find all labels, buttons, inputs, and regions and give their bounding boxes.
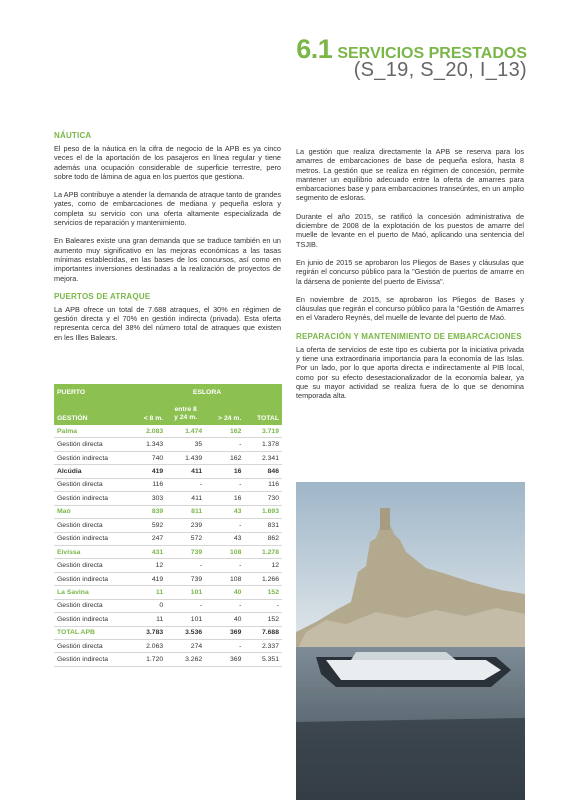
row-8-24: 274 [166,640,205,653]
row-total: 730 [244,492,282,505]
row-label: Palma [54,425,132,438]
row-gt24: 40 [205,586,244,599]
reparacion-paragraph: La oferta de servicios de este tipo es cubierta por la iniciativa privada y tiene una extraordinaria importancia para la economía de las Islas. Por un lado, por lo que aporta directa e indirectamente al PIB local, como por su efecto desestacionalizador de la economía balear, ya que su mayor actividad se realiza fuera de lo que se denomina temporada alta. [296,344,524,401]
row-label: Gestión directa [54,519,132,532]
table-row [54,599,282,612]
row-8-24: 411 [166,465,205,478]
table-row [54,465,282,478]
row-label: Alcúdia [54,465,132,478]
row-lt8: 740 [132,451,166,464]
row-lt8: 1.720 [132,653,166,666]
row-8-24: 3.262 [166,653,205,666]
table-row [54,613,282,626]
row-label: Maó [54,505,132,518]
row-gt24: 162 [205,451,244,464]
row-total: 1.378 [244,438,282,451]
row-lt8: 0 [132,599,166,612]
table-row [54,532,282,545]
row-8-24: 35 [166,438,205,451]
row-label: Gestión indirecta [54,613,132,626]
left-column [54,131,281,351]
row-8-24: 411 [166,492,205,505]
row-label: Gestión indirecta [54,572,132,585]
row-lt8: 431 [132,545,166,558]
row-gt24: 108 [205,572,244,585]
row-gt24: 43 [205,532,244,545]
row-8-24: - [166,559,205,572]
header-gt24: > 24 m. [205,400,244,425]
table-row [54,626,282,639]
row-total: 846 [244,465,282,478]
row-gt24: - [205,478,244,491]
row-gt24: 369 [205,653,244,666]
table-row [54,519,282,532]
harbor-photo [296,482,525,800]
row-8-24: 1.474 [166,425,205,438]
row-total: 1.266 [244,572,282,585]
row-total: 862 [244,532,282,545]
row-total: 152 [244,613,282,626]
row-gt24: - [205,438,244,451]
row-total: - [244,599,282,612]
row-total: 831 [244,519,282,532]
row-8-24: - [166,599,205,612]
table-row [54,505,282,518]
row-lt8: 247 [132,532,166,545]
row-gt24: - [205,519,244,532]
table-row [54,586,282,599]
row-gt24: 369 [205,626,244,639]
table-row [54,478,282,491]
table-row [54,492,282,505]
row-lt8: 116 [132,478,166,491]
row-8-24: 739 [166,545,205,558]
row-gt24: 43 [205,505,244,518]
row-label: Gestión indirecta [54,532,132,545]
row-label: Gestión directa [54,438,132,451]
row-gt24: - [205,559,244,572]
row-lt8: 11 [132,613,166,626]
section-number: 6.1 [296,34,333,64]
row-label: Gestión indirecta [54,451,132,464]
row-8-24: 3.536 [166,626,205,639]
right-column [296,147,524,410]
row-lt8: 303 [132,492,166,505]
row-8-24: 101 [166,613,205,626]
header-8-24 [166,400,205,425]
row-label: Gestión directa [54,559,132,572]
row-8-24: 572 [166,532,205,545]
row-label: TOTAL APB [54,626,132,639]
row-total: 2.337 [244,640,282,653]
row-total: 1.693 [244,505,282,518]
harbor-photo-illustration [296,482,525,800]
row-label: Eivissa [54,545,132,558]
row-gt24: - [205,599,244,612]
table-row [54,572,282,585]
table-body [54,425,282,666]
row-gt24: 16 [205,492,244,505]
row-gt24: 16 [205,465,244,478]
section-title: SERVICIOS PRESTADOS [337,45,527,62]
row-lt8: 592 [132,519,166,532]
row-lt8: 1.343 [132,438,166,451]
atraque-paragraph: La APB ofrece un total de 7.688 atraques, el 30% en régimen de gestión directa y el 70% en gestión indirecta (privada). Esta oferta representa cerca del 38% del número total de atraques que existen en les Illes Balears. [54,304,281,342]
row-lt8: 2.083 [132,425,166,438]
row-8-24: 811 [166,505,205,518]
row-lt8: 11 [132,586,166,599]
nautica-paragraph-1: El peso de la náutica en la cifra de negocio de la APB es ya cinco veces el de la aportación de los pasajeros en línea regular y tiene además una ocupación considerable de superficie terrestre, pero sobre todo de lámina de agua en los puertos que gestiona. [54,144,281,181]
row-total: 116 [244,478,282,491]
header-total: TOTAL [244,400,282,425]
row-gt24: 162 [205,425,244,438]
row-gt24: 40 [205,613,244,626]
header-8-24-line2: y 24 m. [174,414,198,421]
row-label: Gestión directa [54,478,132,491]
right-paragraph-2: Durante el año 2015, se ratificó la concesión administrativa de diciembre de 2008 de la explotación de los puestos de amarre del muelle de levante en el puerto de Maó, aplicando una sentencia del TSJIB. [296,211,524,249]
row-gt24: - [205,640,244,653]
nautica-paragraph-2: La APB contribuye a atender la demanda de atraque tanto de grandes yates, como de embarcaciones de mediana y pequeña eslora y completa su servicio con una oferta altamente especializada de servicios de reparación y mantenimiento. [54,190,281,228]
reparacion-heading: REPARACIÓN Y MANTENIMIENTO DE EMBARCACIONES [296,331,522,341]
row-label: Gestión directa [54,640,132,653]
section-codes: (S_19, S_20, I_13) [353,59,527,81]
row-lt8: 839 [132,505,166,518]
row-gt24: 108 [205,545,244,558]
row-label: Gestión indirecta [54,492,132,505]
row-8-24: 739 [166,572,205,585]
table-row [54,559,282,572]
row-label: La Savina [54,586,132,599]
table-row [54,425,282,438]
row-total: 2.341 [244,451,282,464]
row-total: 1.278 [244,545,282,558]
section-heading [296,34,527,82]
row-total: 7.688 [244,626,282,639]
row-lt8: 3.783 [132,626,166,639]
nautica-heading: NÁUTICA [54,131,92,140]
row-lt8: 12 [132,559,166,572]
table-row [54,653,282,666]
table-row [54,438,282,451]
header-lt8: < 8 m. [132,400,166,425]
header-8-24-line1: entre 8 [174,406,197,413]
row-lt8: 419 [132,572,166,585]
row-total: 152 [244,586,282,599]
table-row [54,451,282,464]
row-label: Gestión indirecta [54,653,132,666]
row-label: Gestión directa [54,599,132,612]
row-lt8: 2.063 [132,640,166,653]
header-puerto: PUERTO [54,384,132,400]
row-total: 5.351 [244,653,282,666]
header-gestion: GESTIÓN [54,400,132,425]
table-row [54,640,282,653]
row-total: 3.719 [244,425,282,438]
row-8-24: 101 [166,586,205,599]
row-lt8: 419 [132,465,166,478]
atraque-heading: PUERTOS DE ATRAQUE [54,291,151,301]
right-paragraph-3: En junio de 2015 se aprobaron los Pliegos de Bases y cláusulas que regirán el concurso público para la "Gestión de puertos de amarre en la dársena de poniente del puerto de Eivissa". [296,257,524,286]
row-8-24: 239 [166,519,205,532]
row-8-24: - [166,478,205,491]
eslora-table [54,384,282,667]
nautica-paragraph-3: En Baleares existe una gran demanda que se traduce también en un aumento muy significativo en las mejoras económicas a las tasas mínimas establecidas, en las bases de los concursos, así como en importantes inversiones destinadas a la realización de proyectos de mejora. [54,236,281,283]
right-paragraph-1: La gestión que realiza directamente la APB se reserva para los amarres de embarcaciones de base de pequeña eslora, hasta 8 metros. La gestión que se realiza en régimen de concesión, permite mantener un equilibrio adecuado entre la oferta de amarres para embarcaciones base y para embarcaciones transeúntes, en un amplio segmento de esloras. [296,147,524,203]
row-8-24: 1.439 [166,451,205,464]
row-total: 12 [244,559,282,572]
header-eslora: ESLORA [132,384,282,400]
right-paragraph-4: En noviembre de 2015, se aprobaron los Pliegos de Bases y cláusulas que regirán el concurso público para la "Gestión de Amarres en el Varadero Reynés, del muelle de levante del puerto de Maó. [296,294,524,323]
table-row [54,545,282,558]
